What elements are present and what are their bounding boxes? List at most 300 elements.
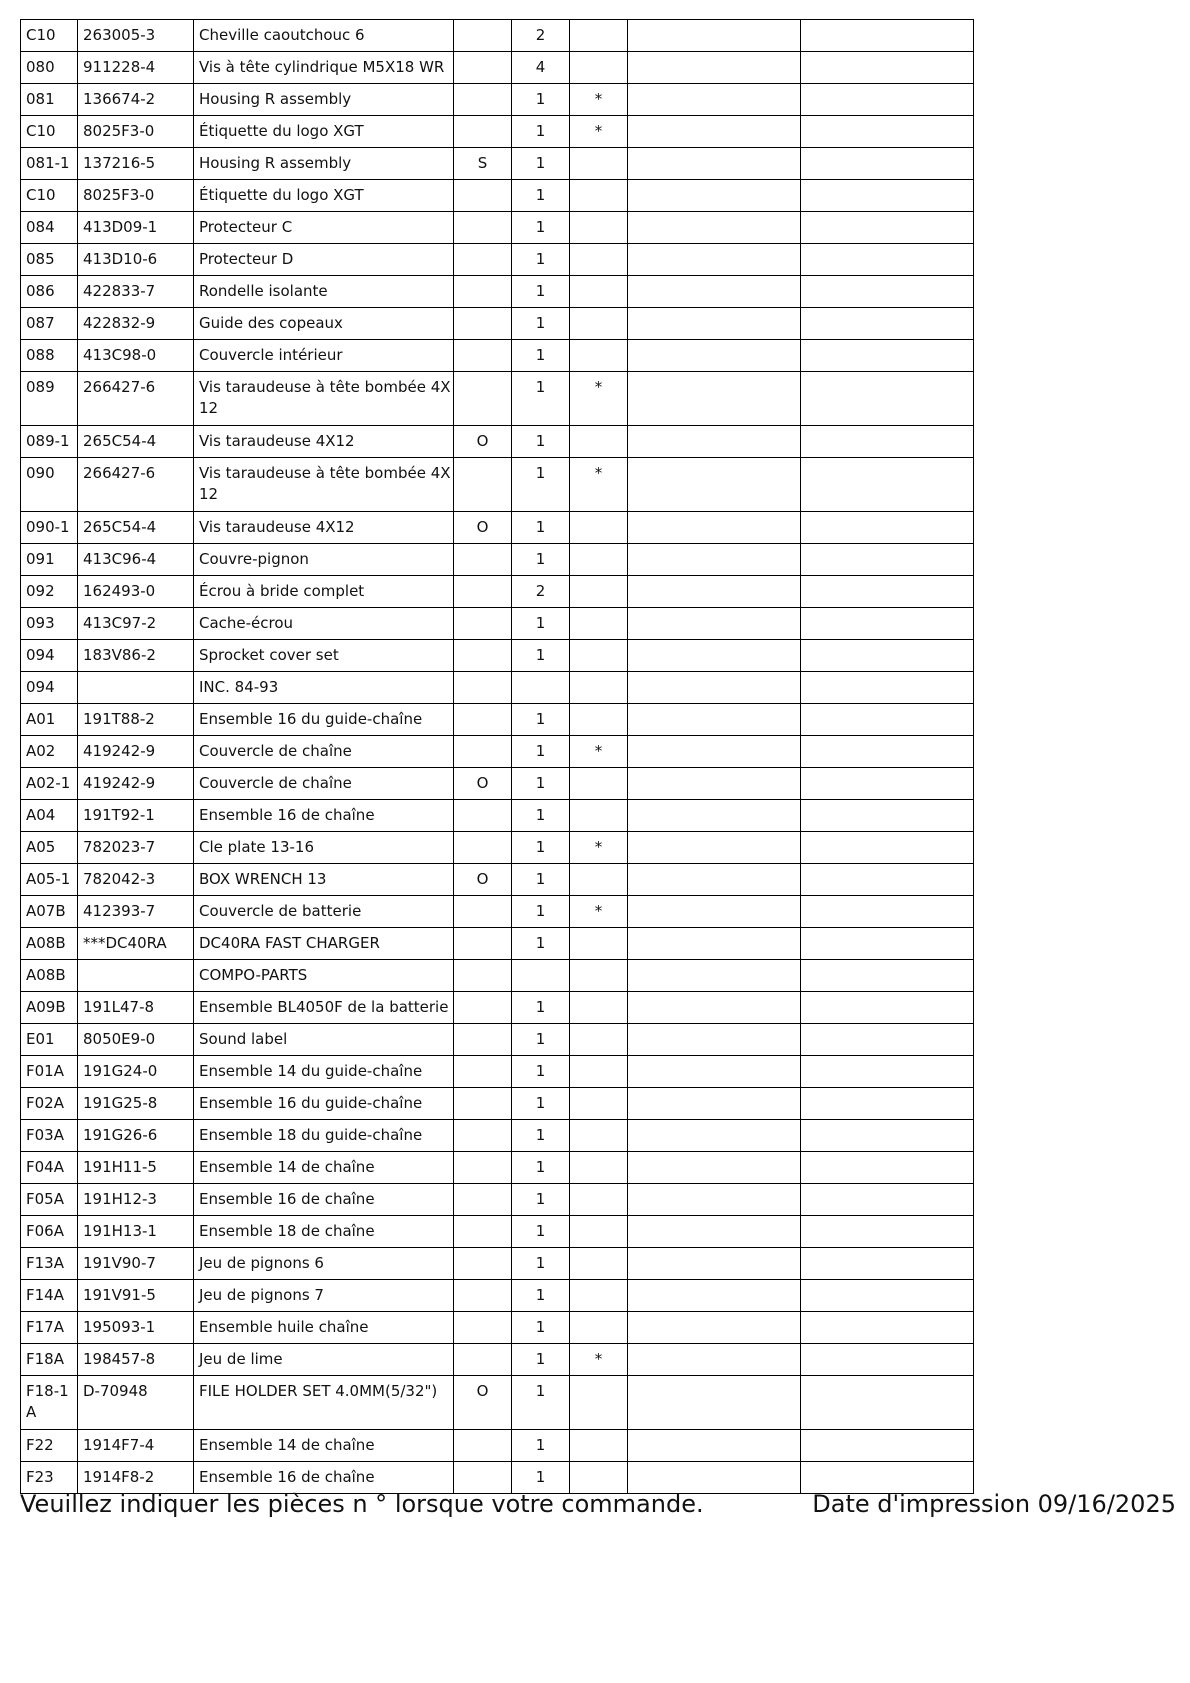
part-ref-cell: 090	[21, 458, 78, 512]
empty-cell	[628, 576, 801, 608]
part-flag-cell: *	[570, 736, 628, 768]
part-note-cell: O	[454, 512, 512, 544]
empty-cell	[628, 340, 801, 372]
part-ref-cell: F02A	[21, 1088, 78, 1120]
part-quantity-cell: 1	[512, 148, 570, 180]
empty-cell	[801, 148, 974, 180]
part-quantity-cell: 1	[512, 1120, 570, 1152]
table-row	[21, 896, 974, 928]
empty-cell	[801, 736, 974, 768]
part-ref-cell: A02	[21, 736, 78, 768]
part-description-cell: Cheville caoutchouc 6	[194, 20, 454, 52]
empty-cell	[801, 1280, 974, 1312]
part-number-cell: 413C98-0	[78, 340, 194, 372]
part-description-cell: Vis taraudeuse à tête bombée 4X 12	[194, 458, 454, 512]
empty-cell	[628, 52, 801, 84]
empty-cell	[628, 458, 801, 512]
part-flag-cell	[570, 1312, 628, 1344]
part-description-cell: DC40RA FAST CHARGER	[194, 928, 454, 960]
part-quantity-cell: 1	[512, 832, 570, 864]
empty-cell	[801, 832, 974, 864]
empty-cell	[628, 640, 801, 672]
part-quantity-cell: 1	[512, 1462, 570, 1494]
part-note-cell: O	[454, 864, 512, 896]
part-number-cell: 782023-7	[78, 832, 194, 864]
part-number-cell: 191G25-8	[78, 1088, 194, 1120]
table-row	[21, 1152, 974, 1184]
empty-cell	[628, 1430, 801, 1462]
part-note-cell	[454, 116, 512, 148]
part-flag-cell	[570, 864, 628, 896]
empty-cell	[801, 84, 974, 116]
empty-cell	[628, 116, 801, 148]
part-note-cell	[454, 1344, 512, 1376]
part-ref-cell: F06A	[21, 1216, 78, 1248]
part-description-cell: Ensemble 14 du guide-chaîne	[194, 1056, 454, 1088]
part-description-cell: Étiquette du logo XGT	[194, 180, 454, 212]
part-description-cell: Cle plate 13-16	[194, 832, 454, 864]
part-quantity-cell: 1	[512, 212, 570, 244]
part-quantity-cell	[512, 672, 570, 704]
part-quantity-cell: 1	[512, 640, 570, 672]
part-note-cell: O	[454, 1376, 512, 1430]
part-quantity-cell: 1	[512, 512, 570, 544]
part-number-cell	[78, 960, 194, 992]
part-note-cell	[454, 458, 512, 512]
part-ref-cell: 089	[21, 372, 78, 426]
empty-cell	[801, 928, 974, 960]
part-flag-cell: *	[570, 372, 628, 426]
empty-cell	[628, 1216, 801, 1248]
part-ref-cell: F18A	[21, 1344, 78, 1376]
part-description-cell: Étiquette du logo XGT	[194, 116, 454, 148]
part-ref-cell: 093	[21, 608, 78, 640]
part-quantity-cell: 1	[512, 244, 570, 276]
table-row	[21, 672, 974, 704]
part-ref-cell: F18-1 A	[21, 1376, 78, 1430]
empty-cell	[628, 704, 801, 736]
part-ref-cell: F17A	[21, 1312, 78, 1344]
empty-cell	[628, 276, 801, 308]
table-row	[21, 928, 974, 960]
part-quantity-cell: 1	[512, 1184, 570, 1216]
part-number-cell: 191V90-7	[78, 1248, 194, 1280]
part-quantity-cell: 1	[512, 372, 570, 426]
part-ref-cell: 081	[21, 84, 78, 116]
part-quantity-cell: 1	[512, 608, 570, 640]
part-number-cell: 191H12-3	[78, 1184, 194, 1216]
part-ref-cell: 081-1	[21, 148, 78, 180]
part-quantity-cell: 1	[512, 736, 570, 768]
part-ref-cell: F03A	[21, 1120, 78, 1152]
part-number-cell: 413C96-4	[78, 544, 194, 576]
part-description-cell: Couvre-pignon	[194, 544, 454, 576]
part-quantity-cell: 1	[512, 1216, 570, 1248]
empty-cell	[628, 928, 801, 960]
part-ref-cell: F13A	[21, 1248, 78, 1280]
part-ref-cell: A08B	[21, 960, 78, 992]
part-note-cell	[454, 340, 512, 372]
empty-cell	[628, 992, 801, 1024]
part-note-cell	[454, 800, 512, 832]
part-ref-cell: A08B	[21, 928, 78, 960]
part-flag-cell	[570, 608, 628, 640]
part-description-cell: Ensemble 18 du guide-chaîne	[194, 1120, 454, 1152]
table-row	[21, 1430, 974, 1462]
part-number-cell: 8025F3-0	[78, 116, 194, 148]
part-quantity-cell: 1	[512, 426, 570, 458]
part-note-cell	[454, 960, 512, 992]
part-flag-cell	[570, 52, 628, 84]
part-flag-cell	[570, 1430, 628, 1462]
empty-cell	[628, 1248, 801, 1280]
part-note-cell	[454, 608, 512, 640]
empty-cell	[801, 576, 974, 608]
part-ref-cell: 080	[21, 52, 78, 84]
part-number-cell: 422833-7	[78, 276, 194, 308]
empty-cell	[628, 1344, 801, 1376]
part-description-cell: Vis à tête cylindrique M5X18 WR	[194, 52, 454, 84]
part-note-cell	[454, 704, 512, 736]
table-row	[21, 992, 974, 1024]
table-row	[21, 372, 974, 426]
part-flag-cell: *	[570, 116, 628, 148]
part-note-cell	[454, 20, 512, 52]
part-ref-cell: F05A	[21, 1184, 78, 1216]
part-number-cell: 266427-6	[78, 372, 194, 426]
part-description-cell: Ensemble 16 du guide-chaîne	[194, 1088, 454, 1120]
empty-cell	[628, 1120, 801, 1152]
part-flag-cell	[570, 426, 628, 458]
part-number-cell: 191H13-1	[78, 1216, 194, 1248]
part-note-cell	[454, 1088, 512, 1120]
part-quantity-cell: 2	[512, 576, 570, 608]
empty-cell	[801, 544, 974, 576]
part-description-cell: Couvercle intérieur	[194, 340, 454, 372]
part-flag-cell	[570, 308, 628, 340]
order-instruction: Veuillez indiquer les pièces n ° lorsque votre commande.	[20, 1490, 704, 1518]
part-number-cell: 412393-7	[78, 896, 194, 928]
part-description-cell: FILE HOLDER SET 4.0MM(5/32")	[194, 1376, 454, 1430]
part-number-cell: 191L47-8	[78, 992, 194, 1024]
part-description-cell: COMPO-PARTS	[194, 960, 454, 992]
empty-cell	[801, 512, 974, 544]
part-quantity-cell: 1	[512, 1152, 570, 1184]
part-description-cell: Vis taraudeuse à tête bombée 4X 12	[194, 372, 454, 426]
empty-cell	[628, 148, 801, 180]
part-ref-cell: A04	[21, 800, 78, 832]
empty-cell	[801, 1088, 974, 1120]
part-note-cell: O	[454, 768, 512, 800]
part-quantity-cell: 1	[512, 1248, 570, 1280]
table-row	[21, 1216, 974, 1248]
part-ref-cell: A09B	[21, 992, 78, 1024]
part-note-cell	[454, 544, 512, 576]
table-row	[21, 148, 974, 180]
part-ref-cell: 094	[21, 640, 78, 672]
empty-cell	[628, 426, 801, 458]
empty-cell	[801, 1184, 974, 1216]
empty-cell	[801, 180, 974, 212]
empty-cell	[801, 372, 974, 426]
table-row	[21, 244, 974, 276]
table-row	[21, 832, 974, 864]
part-quantity-cell	[512, 960, 570, 992]
part-note-cell	[454, 992, 512, 1024]
table-row	[21, 768, 974, 800]
part-number-cell: 191H11-5	[78, 1152, 194, 1184]
empty-cell	[801, 426, 974, 458]
part-flag-cell	[570, 212, 628, 244]
part-quantity-cell: 1	[512, 544, 570, 576]
table-row	[21, 20, 974, 52]
empty-cell	[801, 960, 974, 992]
empty-cell	[801, 1462, 974, 1494]
part-ref-cell: F14A	[21, 1280, 78, 1312]
empty-cell	[628, 864, 801, 896]
part-note-cell	[454, 1152, 512, 1184]
part-quantity-cell: 1	[512, 1024, 570, 1056]
part-flag-cell	[570, 640, 628, 672]
empty-cell	[801, 1430, 974, 1462]
part-ref-cell: A07B	[21, 896, 78, 928]
table-row	[21, 576, 974, 608]
part-quantity-cell: 1	[512, 704, 570, 736]
part-note-cell	[454, 52, 512, 84]
table-row	[21, 1280, 974, 1312]
part-flag-cell	[570, 1462, 628, 1494]
part-note-cell	[454, 1120, 512, 1152]
part-number-cell: 419242-9	[78, 736, 194, 768]
part-quantity-cell: 1	[512, 896, 570, 928]
empty-cell	[801, 340, 974, 372]
part-number-cell: 1914F7-4	[78, 1430, 194, 1462]
part-quantity-cell: 1	[512, 1344, 570, 1376]
part-note-cell: O	[454, 426, 512, 458]
parts-table	[20, 19, 974, 1494]
part-ref-cell: E01	[21, 1024, 78, 1056]
empty-cell	[628, 1088, 801, 1120]
empty-cell	[628, 372, 801, 426]
table-row	[21, 1088, 974, 1120]
part-number-cell: 191V91-5	[78, 1280, 194, 1312]
part-ref-cell: 088	[21, 340, 78, 372]
empty-cell	[801, 1216, 974, 1248]
table-row	[21, 116, 974, 148]
part-note-cell	[454, 896, 512, 928]
part-flag-cell	[570, 1056, 628, 1088]
part-flag-cell	[570, 992, 628, 1024]
part-note-cell: S	[454, 148, 512, 180]
empty-cell	[801, 992, 974, 1024]
empty-cell	[801, 1024, 974, 1056]
part-number-cell: 183V86-2	[78, 640, 194, 672]
part-number-cell	[78, 672, 194, 704]
part-description-cell: Ensemble 14 de chaîne	[194, 1152, 454, 1184]
part-flag-cell: *	[570, 832, 628, 864]
part-ref-cell: C10	[21, 116, 78, 148]
part-ref-cell: 092	[21, 576, 78, 608]
table-row	[21, 276, 974, 308]
part-note-cell	[454, 180, 512, 212]
part-quantity-cell: 1	[512, 340, 570, 372]
empty-cell	[628, 1462, 801, 1494]
empty-cell	[801, 1152, 974, 1184]
part-note-cell	[454, 832, 512, 864]
table-row	[21, 864, 974, 896]
part-quantity-cell: 1	[512, 992, 570, 1024]
part-description-cell: Ensemble 16 de chaîne	[194, 1462, 454, 1494]
part-flag-cell	[570, 672, 628, 704]
part-ref-cell: 094	[21, 672, 78, 704]
part-flag-cell	[570, 1152, 628, 1184]
print-date: Date d'impression 09/16/2025	[812, 1490, 1176, 1518]
part-number-cell: 195093-1	[78, 1312, 194, 1344]
empty-cell	[628, 1056, 801, 1088]
empty-cell	[801, 20, 974, 52]
empty-cell	[628, 1312, 801, 1344]
part-ref-cell: A05-1	[21, 864, 78, 896]
part-number-cell: 8050E9-0	[78, 1024, 194, 1056]
table-row	[21, 800, 974, 832]
empty-cell	[628, 20, 801, 52]
empty-cell	[628, 736, 801, 768]
empty-cell	[628, 84, 801, 116]
empty-cell	[801, 1248, 974, 1280]
part-quantity-cell: 4	[512, 52, 570, 84]
empty-cell	[801, 1376, 974, 1430]
part-quantity-cell: 1	[512, 116, 570, 148]
part-number-cell: 413D10-6	[78, 244, 194, 276]
part-note-cell	[454, 1462, 512, 1494]
part-number-cell: 263005-3	[78, 20, 194, 52]
table-row	[21, 1024, 974, 1056]
empty-cell	[801, 704, 974, 736]
empty-cell	[628, 896, 801, 928]
part-flag-cell: *	[570, 84, 628, 116]
part-note-cell	[454, 1216, 512, 1248]
table-row	[21, 1344, 974, 1376]
part-note-cell	[454, 308, 512, 340]
part-quantity-cell: 1	[512, 308, 570, 340]
part-description-cell: Ensemble huile chaîne	[194, 1312, 454, 1344]
table-row	[21, 1120, 974, 1152]
table-row	[21, 426, 974, 458]
part-ref-cell: F22	[21, 1430, 78, 1462]
part-number-cell: 782042-3	[78, 864, 194, 896]
part-flag-cell	[570, 768, 628, 800]
part-description-cell: Ensemble 18 de chaîne	[194, 1216, 454, 1248]
empty-cell	[801, 640, 974, 672]
part-quantity-cell: 1	[512, 1280, 570, 1312]
part-flag-cell	[570, 544, 628, 576]
part-quantity-cell: 1	[512, 276, 570, 308]
part-description-cell: BOX WRENCH 13	[194, 864, 454, 896]
empty-cell	[628, 544, 801, 576]
part-quantity-cell: 1	[512, 1376, 570, 1430]
part-number-cell: 191T88-2	[78, 704, 194, 736]
part-description-cell: Rondelle isolante	[194, 276, 454, 308]
empty-cell	[628, 832, 801, 864]
part-number-cell: 198457-8	[78, 1344, 194, 1376]
part-number-cell: 265C54-4	[78, 426, 194, 458]
empty-cell	[801, 52, 974, 84]
part-note-cell	[454, 212, 512, 244]
table-row	[21, 704, 974, 736]
empty-cell	[801, 896, 974, 928]
part-number-cell: 413D09-1	[78, 212, 194, 244]
table-row	[21, 458, 974, 512]
part-quantity-cell: 1	[512, 800, 570, 832]
part-flag-cell	[570, 20, 628, 52]
part-ref-cell: F23	[21, 1462, 78, 1494]
part-description-cell: Couvercle de batterie	[194, 896, 454, 928]
part-description-cell: INC. 84-93	[194, 672, 454, 704]
part-ref-cell: 087	[21, 308, 78, 340]
empty-cell	[628, 768, 801, 800]
part-ref-cell: A05	[21, 832, 78, 864]
part-ref-cell: 091	[21, 544, 78, 576]
part-description-cell: Housing R assembly	[194, 148, 454, 180]
part-ref-cell: C10	[21, 180, 78, 212]
part-number-cell: 191G26-6	[78, 1120, 194, 1152]
part-flag-cell	[570, 180, 628, 212]
table-row	[21, 180, 974, 212]
part-note-cell	[454, 372, 512, 426]
part-flag-cell	[570, 512, 628, 544]
table-row	[21, 212, 974, 244]
part-description-cell: Sprocket cover set	[194, 640, 454, 672]
part-number-cell: 191G24-0	[78, 1056, 194, 1088]
part-number-cell: 191T92-1	[78, 800, 194, 832]
empty-cell	[801, 768, 974, 800]
empty-cell	[801, 608, 974, 640]
part-note-cell	[454, 1056, 512, 1088]
part-ref-cell: 084	[21, 212, 78, 244]
empty-cell	[801, 1344, 974, 1376]
part-flag-cell	[570, 1088, 628, 1120]
part-ref-cell: A01	[21, 704, 78, 736]
part-quantity-cell: 1	[512, 1088, 570, 1120]
part-flag-cell: *	[570, 458, 628, 512]
table-row	[21, 84, 974, 116]
part-ref-cell: 086	[21, 276, 78, 308]
empty-cell	[628, 672, 801, 704]
part-description-cell: Vis taraudeuse 4X12	[194, 512, 454, 544]
part-quantity-cell: 1	[512, 768, 570, 800]
empty-cell	[628, 212, 801, 244]
empty-cell	[801, 800, 974, 832]
table-row	[21, 1056, 974, 1088]
part-flag-cell	[570, 276, 628, 308]
table-row	[21, 512, 974, 544]
part-number-cell: 266427-6	[78, 458, 194, 512]
table-row	[21, 640, 974, 672]
part-number-cell: 422832-9	[78, 308, 194, 340]
part-note-cell	[454, 244, 512, 276]
part-flag-cell	[570, 148, 628, 180]
empty-cell	[628, 608, 801, 640]
part-quantity-cell: 1	[512, 864, 570, 896]
part-note-cell	[454, 1280, 512, 1312]
part-description-cell: Ensemble 16 de chaîne	[194, 1184, 454, 1216]
table-row	[21, 544, 974, 576]
part-ref-cell: C10	[21, 20, 78, 52]
part-ref-cell: 089-1	[21, 426, 78, 458]
table-row	[21, 1312, 974, 1344]
part-note-cell	[454, 672, 512, 704]
part-quantity-cell: 1	[512, 1312, 570, 1344]
